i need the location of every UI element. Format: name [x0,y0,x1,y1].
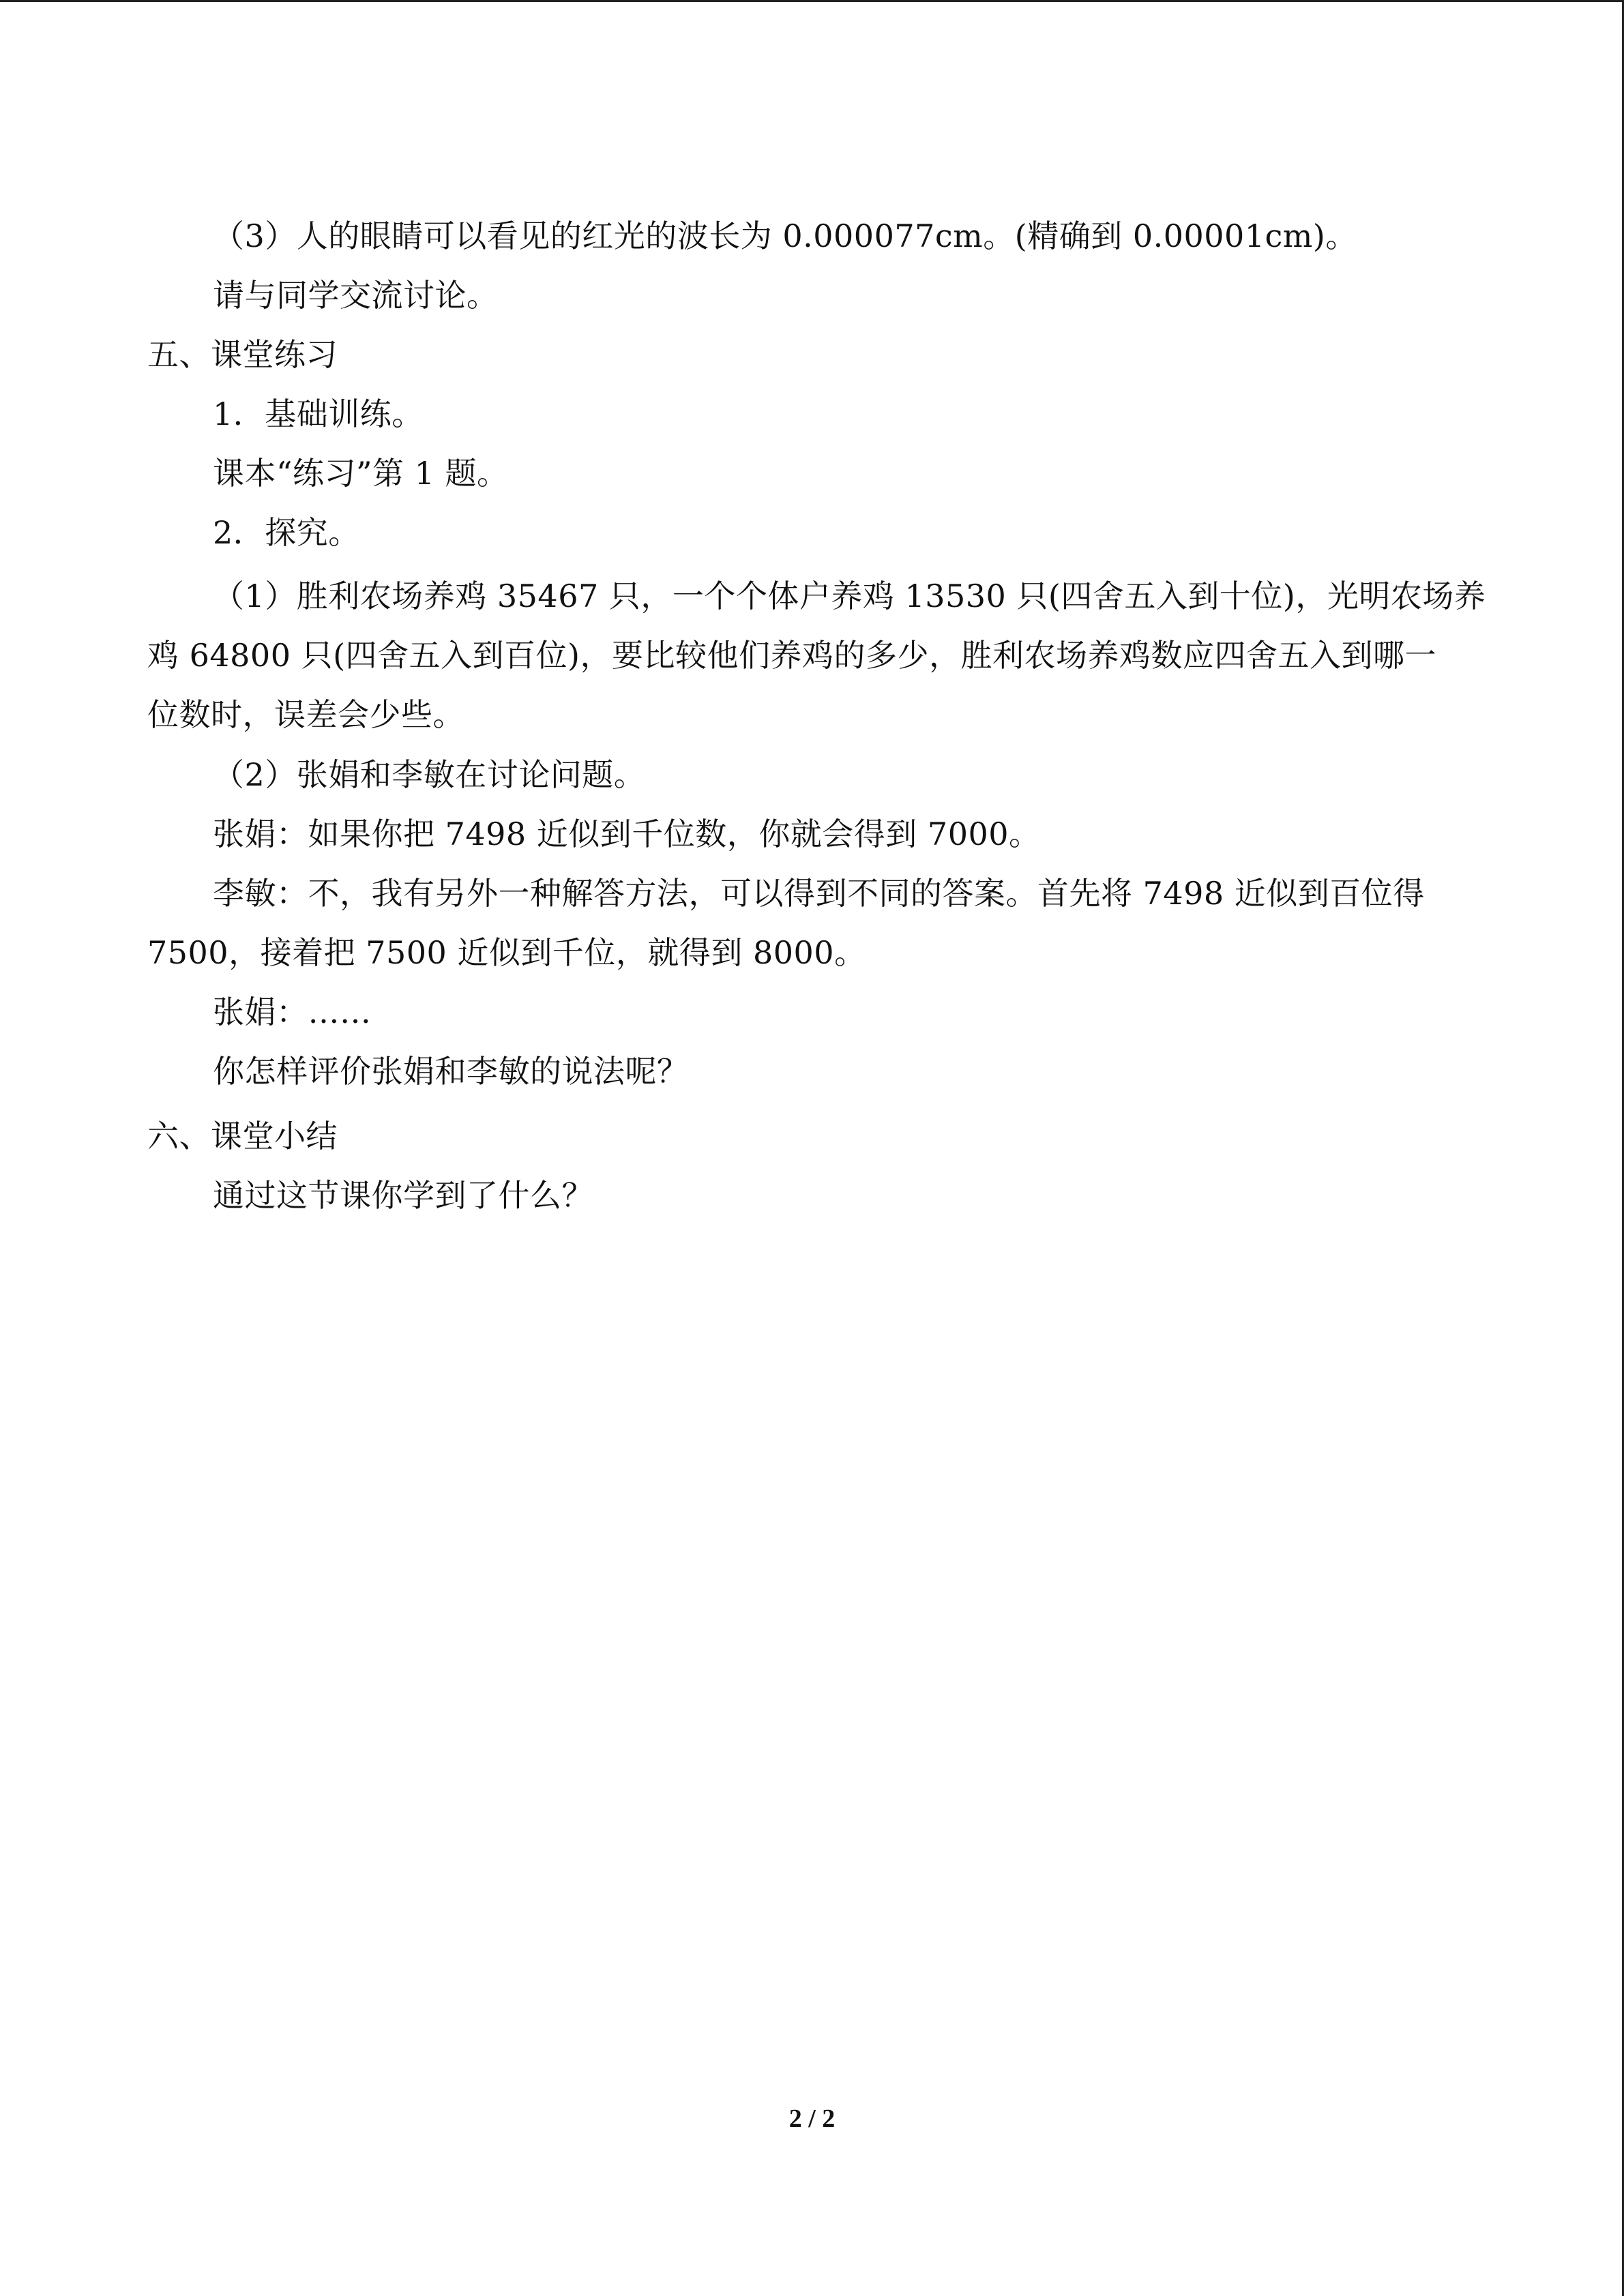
text-line-explore: 2．探究。 [213,514,360,551]
text-line-limin-2: 7500，接着把 7500 近似到千位，就得到 8000。 [147,934,866,971]
text-line-discussion-intro: （2）张娟和李敏在讨论问题。 [213,756,646,793]
text-line-farm-problem-1: （1）胜利农场养鸡 35467 只，一个个体户养鸡 13530 只(四舍五入到十位)，光明农场养 [213,578,1486,614]
text-line-zhangjuan-2: 张娟：…… [213,994,372,1030]
text-line-basic-training: 1．基础训练。 [213,396,424,432]
section-heading-practice: 五、课堂练习 [147,336,338,373]
text-line-limin-1: 李敏：不，我有另外一种解答方法，可以得到不同的答案。首先将 7498 近似到百位得 [213,875,1425,912]
text-line-textbook-exercise: 课本“练习”第 1 题。 [213,455,509,492]
section-heading-summary: 六、课堂小结 [147,1118,338,1154]
page-number: 2 / 2 [788,2104,836,2133]
text-line-farm-problem-2: 鸡 64800 只(四舍五入到百位)，要比较他们养鸡的多少，胜利农场养鸡数应四舍五入到哪一 [147,637,1436,674]
text-line-what-learned: 通过这节课你学到了什么？ [213,1177,593,1214]
text-line-farm-problem-3: 位数时，误差会少些。 [147,696,464,733]
text-line-discuss: 请与同学交流讨论。 [213,277,499,314]
text-line-red-light-wavelength: （3）人的眼睛可以看见的红光的波长为 0.000077cm。(精确到 0.00001cm)。 [213,218,1357,254]
text-line-zhangjuan-1: 张娟：如果你把 7498 近似到千位数，你就会得到 7000。 [213,816,1041,852]
text-line-evaluate: 你怎样评价张娟和李敏的说法呢？ [213,1053,689,1090]
